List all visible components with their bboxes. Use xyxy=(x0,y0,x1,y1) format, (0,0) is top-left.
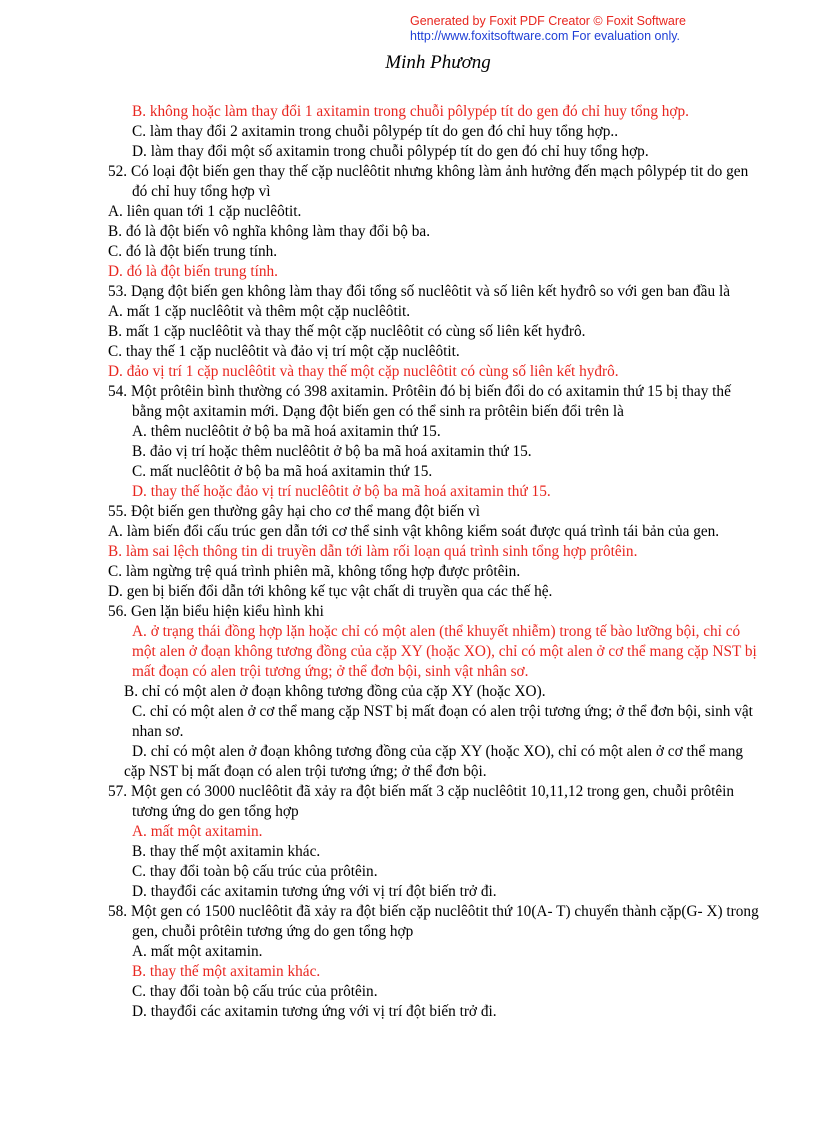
text-line: D. gen bị biến đổi dẫn tới không kế tục vật chất di truyền qua các thế hệ. xyxy=(108,583,553,600)
text-line: A. thêm nuclêôtit ở bộ ba mã hoá axitamin thứ 15. xyxy=(132,423,441,440)
text-line: đó chỉ huy tổng hợp vì xyxy=(132,183,271,200)
text-line: D. thayđổi các axitamin tương ứng với vị trí đột biến trở đi. xyxy=(132,1003,497,1020)
text-line: A. làm biến đổi cấu trúc gen dẫn tới cơ thể sinh vật không kiểm soát được quá trình tái bản của gen. xyxy=(108,523,720,540)
text-line: 52. Có loại đột biến gen thay thế cặp nuclêôtit nhưng không làm ảnh hưởng đến mạch pôlypép tit do gen xyxy=(108,163,749,180)
text-line: A. mất 1 cặp nuclêôtit và thêm một cặp nuclêôtit. xyxy=(108,303,411,320)
text-line: B. làm sai lệch thông tin di truyền dẫn tới làm rối loạn quá trình sinh tổng hợp prôtêin. xyxy=(108,543,638,560)
foxit-watermark xyxy=(0,14,816,44)
text-line: A. liên quan tới 1 cặp nuclêôtit. xyxy=(108,203,302,220)
text-line: nhan sơ. xyxy=(132,723,184,740)
text-line: C. đó là đột biến trung tính. xyxy=(108,243,278,260)
text-line: C. chỉ có một alen ở cơ thể mang cặp NST bị mất đoạn có alen trội tương ứng; ở thể đơn bội, sinh vật xyxy=(132,703,753,720)
text-line: 54. Một prôtêin bình thường có 398 axitamin. Prôtêin đó bị biến đổi do có axitamin thứ 15 bị thay thế xyxy=(108,383,731,400)
text-line: B. thay thế một axitamin khác. xyxy=(132,843,321,860)
text-line: C. thay đổi toàn bộ cấu trúc của prôtêin. xyxy=(132,983,378,1000)
text-line: tương ứng do gen tổng hợp xyxy=(132,803,299,820)
text-line: B. đó là đột biến vô nghĩa không làm thay đổi bộ ba. xyxy=(108,223,431,240)
text-line: B. mất 1 cặp nuclêôtit và thay thế một cặp nuclêôtit có cùng số liên kết hyđrô. xyxy=(108,323,586,340)
text-line: 58. Một gen có 1500 nuclêôtit đã xảy ra đột biến cặp nuclêôtit thứ 10(A- T) chuyển thành cặp(G- X) trong xyxy=(108,903,759,920)
text-line: B. không hoặc làm thay đổi 1 axitamin trong chuỗi pôlypép tít do gen đó chỉ huy tổng hợp. xyxy=(132,103,689,120)
text-line: mất đoạn có alen trội tương ứng; ở thể đơn bội, sinh vật nhân sơ. xyxy=(132,663,529,680)
text-line: gen, chuỗi prôtêin tương ứng do gen tổng hợp xyxy=(132,923,414,940)
text-line: 53. Dạng đột biến gen không làm thay đổi tổng số nuclêôtit và số liên kết hyđrô so với gen ban đầu là xyxy=(108,283,730,300)
text-line: A. mất một axitamin. xyxy=(132,823,263,840)
text-line: 57. Một gen có 3000 nuclêôtit đã xảy ra đột biến mất 3 cặp nuclêôtit 10,11,12 trong gen, chuỗi prôtêin xyxy=(108,783,735,800)
text-line: D. thayđổi các axitamin tương ứng với vị trí đột biến trở đi. xyxy=(132,883,497,900)
text-line: một alen ở đoạn không tương đồng của cặp XY (hoặc XO), chỉ có một alen ở cơ thể mang cặp NST bị xyxy=(132,643,757,660)
text-line: cặp NST bị mất đoạn có alen trội tương ứng; ở thể đơn bội. xyxy=(124,763,487,780)
text-line: D. đảo vị trí 1 cặp nuclêôtit và thay thế một cặp nuclêôtit có cùng số liên kết hyđrô. xyxy=(108,363,619,380)
text-line: bằng một axitamin mới. Dạng đột biến gen có thể sinh ra prôtêin biến đổi trên là xyxy=(132,403,624,420)
text-line: 56. Gen lặn biểu hiện kiểu hình khi xyxy=(108,603,324,620)
text-line: C. thay thế 1 cặp nuclêôtit và đảo vị trí một cặp nuclêôtit. xyxy=(108,343,460,360)
text-line: C. thay đổi toàn bộ cấu trúc của prôtêin. xyxy=(132,863,378,880)
watermark-line-1: Generated by Foxit PDF Creator © Foxit Software xyxy=(410,14,686,28)
text-line: C. mất nuclêôtit ở bộ ba mã hoá axitamin thứ 15. xyxy=(132,463,433,480)
text-line: D. thay thế hoặc đảo vị trí nuclêôtit ở bộ ba mã hoá axitamin thứ 15. xyxy=(132,483,551,500)
text-line: C. làm ngừng trệ quá trình phiên mã, không tổng hợp được prôtêin. xyxy=(108,563,521,580)
page-header-author: Minh Phương xyxy=(385,52,491,73)
text-line: D. làm thay đổi một số axitamin trong chuỗi pôlypép tít do gen đó chỉ huy tổng hợp. xyxy=(132,143,649,160)
text-line: D. chỉ có một alen ở đoạn không tương đồng của cặp XY (hoặc XO), chỉ có một alen ở cơ thể mang xyxy=(132,743,743,760)
text-line: 55. Đột biến gen thường gây hại cho cơ thể mang đột biến vì xyxy=(108,503,480,520)
watermark-line-2: http://www.foxitsoftware.com For evaluation only. xyxy=(410,29,681,43)
text-line: A. mất một axitamin. xyxy=(132,943,263,960)
text-line: B. thay thế một axitamin khác. xyxy=(132,963,321,980)
text-line: C. làm thay đổi 2 axitamin trong chuỗi pôlypép tít do gen đó chỉ huy tổng hợp.. xyxy=(132,123,619,140)
text-line: D. đó là đột biến trung tính. xyxy=(108,263,278,280)
text-line: B. đảo vị trí hoặc thêm nuclêôtit ở bộ ba mã hoá axitamin thứ 15. xyxy=(132,443,532,460)
text-line: A. ở trạng thái đồng hợp lặn hoặc chỉ có một alen (thể khuyết nhiễm) trong tế bào lưỡng bội, chỉ có xyxy=(132,623,741,640)
text-line: B. chỉ có một alen ở đoạn không tương đồng của cặp XY (hoặc XO). xyxy=(124,683,546,700)
